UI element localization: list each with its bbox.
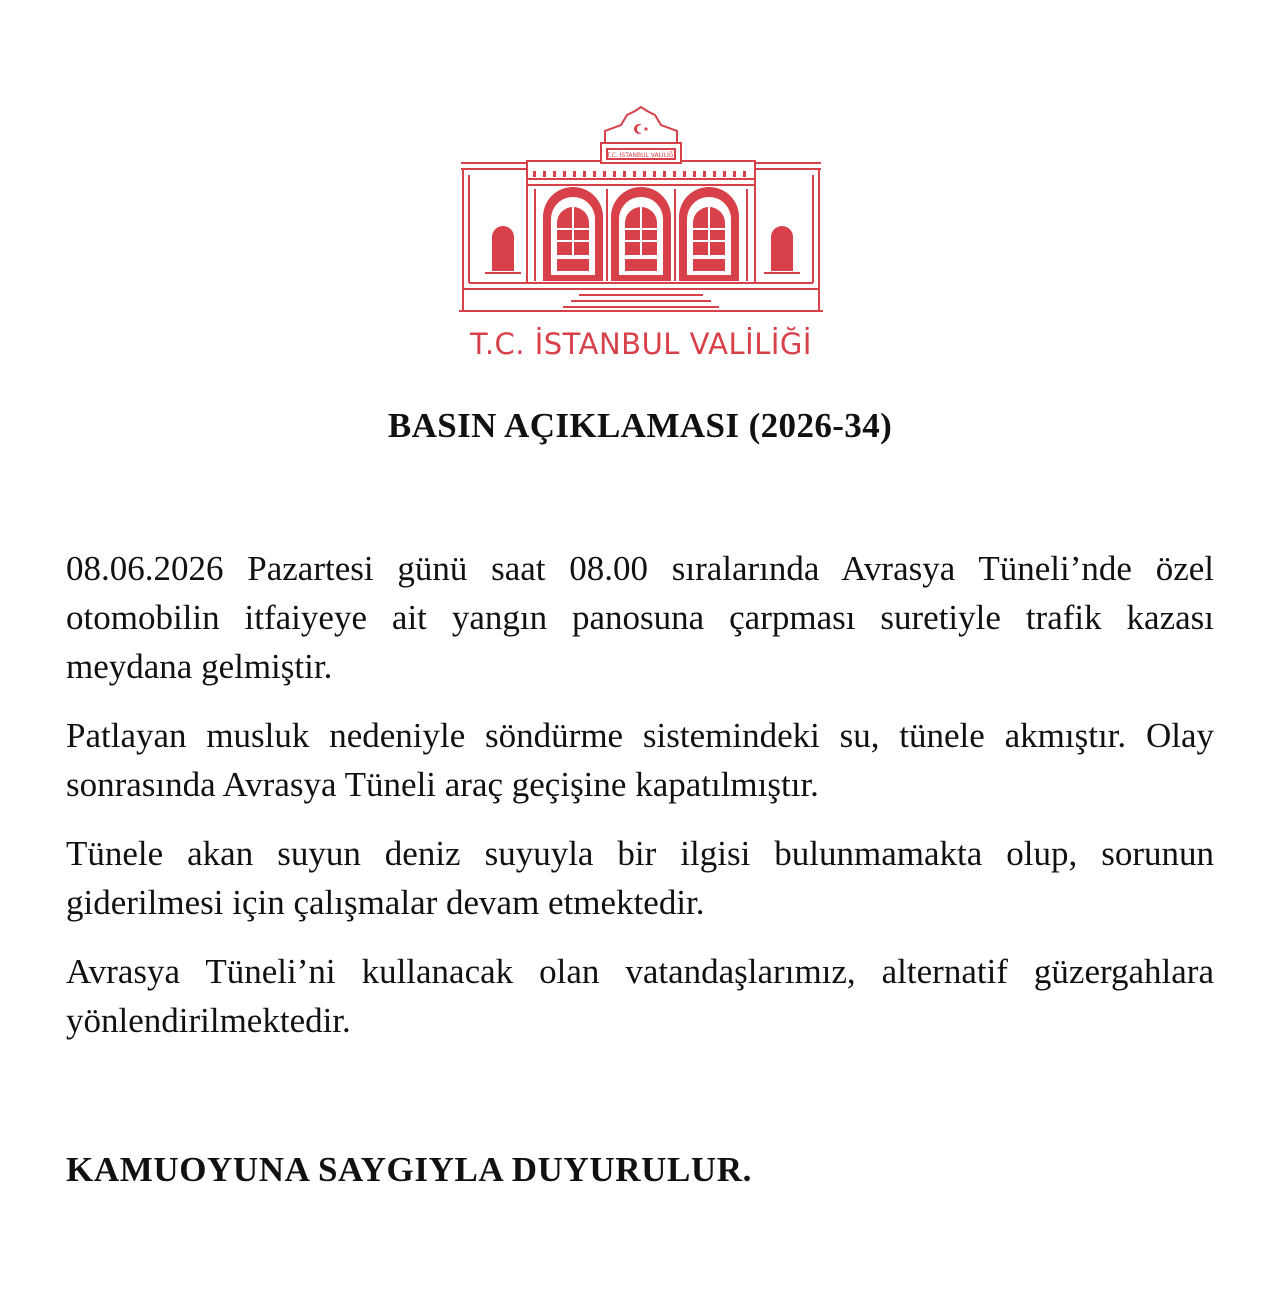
logo-title: T.C. İSTANBUL VALİLİĞİ [470,327,812,361]
building-plaque-text: T.C. İSTANBUL VALİLİĞİ [606,152,676,159]
page-title: BASIN AÇIKLAMASI (2026-34) [387,406,893,445]
statement-body [66,544,1214,1065]
paragraph-1: 08.06.2026 Pazartesi günü saat 08.00 sıralarında Avrasya Tüneli’nde özel otomobilin itfaiyeye ait yangın panosuna çarpması suretiyle trafik kazası meydana gelmiştir. [66,549,1214,686]
governorship-building-icon [455,105,827,320]
paragraph-2: Patlayan musluk nedeniyle söndürme sistemindeki su, tünele akmıştır. Olay sonrasında Avrasya Tüneli araç geçişine kapatılmıştır. [66,716,1214,804]
paragraph-3: Tünele akan suyun deniz suyuyla bir ilgisi bulunmamakta olup, sorunun giderilmesi için çalışmalar devam etmektedir. [66,834,1214,922]
istanbul-governorship-logo [455,105,827,370]
paragraph-4: Avrasya Tüneli’ni kullanacak olan vatandaşlarımız, alternatif güzergahlara yönlendirilmektedir. [66,952,1214,1040]
closing-statement: KAMUOYUNA SAYGIYLA DUYURULUR. [66,1150,753,1189]
